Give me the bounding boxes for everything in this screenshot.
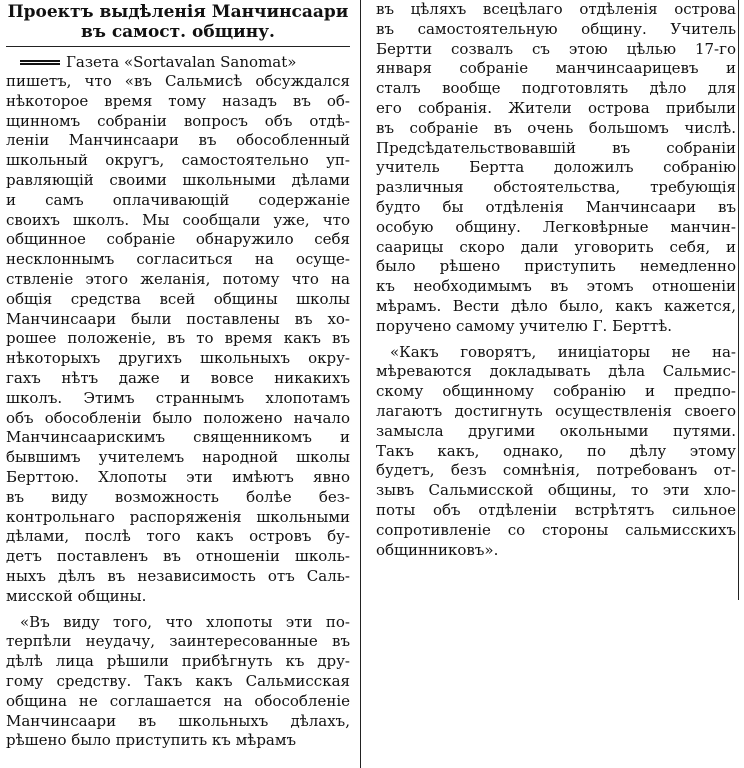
title-separator: [6, 46, 350, 47]
text-line: дѣлѣ лица рѣшили прибѣгнуть къ дру-: [6, 652, 350, 671]
text-line: саарицы скоро дали уговорить себя, и: [376, 237, 736, 256]
text-line: его собранія. Жители острова прибыли: [376, 98, 736, 117]
text-line: школьный округъ, самостоятельно уп-: [6, 151, 350, 170]
text-line: въ виду возможность болѣе без-: [6, 487, 350, 506]
text-line: общинное собраніе обнаружило себя: [6, 230, 350, 249]
column-divider: [360, 0, 361, 768]
text-line: рѣшено было приступить къ мѣрамъ: [6, 731, 297, 750]
text-line: будто бы отдѣленія Манчинсаари въ: [376, 197, 736, 216]
text-line: общія средства всей общины школы: [6, 289, 350, 308]
text-line: различныя обстоятельства, требующія: [376, 178, 736, 197]
text-line: детъ поставленъ въ отношеніи школь-: [6, 547, 350, 566]
text-line: равляющій своими школьными дѣлами: [6, 170, 350, 189]
text-line: зывъ Сальмисской общины, то эти хло-: [376, 481, 736, 500]
text-line: щинномъ собраніи вопросъ объ отдѣ-: [6, 111, 350, 130]
text-line: несклоннымъ согласиться на осуще-: [6, 250, 350, 269]
text-line: въ собраніе въ очень большомъ числѣ.: [376, 118, 736, 137]
text-line: «Въ виду того, что хлопоты эти по-: [20, 612, 350, 631]
title-line: въ самост. общину.: [81, 22, 275, 42]
double-dash-mark: [20, 60, 60, 65]
paragraph-3: [376, 0, 736, 337]
left-column: [2, 0, 360, 768]
text-line: сталъ вообще подготовлять дѣло для: [376, 79, 736, 98]
text-line: лагаютъ достигнуть осуществленія своего: [376, 401, 736, 420]
text-line: замысла другими окольными путями.: [376, 421, 736, 440]
text-line: особую общину. Легковѣрные манчин-: [376, 217, 736, 236]
text-line: было рѣшено приступить немедленно: [376, 257, 736, 276]
text-line: рошее положеніе, въ то время какъ въ: [6, 329, 350, 348]
text-line: нѣкоторыхъ другихъ школьныхъ окру-: [6, 349, 350, 368]
text-line: Берттою. Хлопоты эти имѣютъ явно: [6, 467, 350, 486]
text-line: въ цѣляхъ всецѣлаго отдѣленія острова: [376, 0, 736, 18]
text-line: мѣреваются докладывать дѣла Сальмис-: [376, 362, 736, 381]
text-line: Манчинсаари въ школьныхъ дѣлахъ,: [6, 711, 350, 730]
title-line: Проектъ выдѣленія Манчинсаари: [7, 2, 349, 22]
text-line: пишетъ, что «въ Сальмисѣ обсуждался: [6, 72, 350, 90]
text-line: контрольнаго распоряженія школьными: [6, 507, 350, 526]
text-line: «Какъ говорятъ, иниціаторы не на-: [390, 342, 736, 361]
text-line: объ обособленіи было положено начало: [6, 408, 350, 427]
text-line: въ самостоятельную общину. Учитель: [376, 19, 736, 38]
text-line: къ необходимымъ въ этомъ отношеніи: [376, 277, 736, 296]
text-line: Манчинсаарискимъ священникомъ и: [6, 428, 350, 447]
paragraph-2: [6, 613, 350, 752]
text-line: Бертти созвалъ съ этою цѣлью 17-го: [376, 39, 736, 58]
text-line: ствленіе этого желанія, потому что на: [6, 269, 350, 288]
article-title: [6, 2, 350, 42]
text-line: терпѣли неудачу, заинтересованные въ: [6, 632, 350, 651]
text-line: Манчинсаари были поставлены въ хо-: [6, 309, 350, 328]
text-line: школъ. Этимъ страннымъ хлопотамъ: [6, 388, 350, 407]
text-line: нѣкоторое время тому назадъ въ об-: [6, 91, 350, 110]
text-line: леніи Манчинсаари въ обособленный: [6, 131, 350, 150]
text-line: ныхъ дѣлъ въ независимость отъ Саль-: [6, 566, 350, 585]
source-line: [6, 52, 350, 72]
text-line: поручено самому учителю Г. Берттѣ.: [376, 316, 673, 335]
text-line: гому средству. Такъ какъ Сальмисская: [6, 671, 350, 690]
text-line: дѣлами, послѣ того какъ островъ бу-: [6, 527, 350, 546]
text-line: своихъ школъ. Мы сообщали уже, что: [6, 210, 350, 229]
text-line: мисской общины.: [6, 586, 147, 605]
text-line: гахъ нѣтъ даже и вовсе никакихъ: [6, 368, 350, 387]
text-line: община не соглашается на обособленіе: [6, 691, 350, 710]
text-line: января собраніе манчинсаарицевъ и: [376, 59, 736, 78]
text-line: скому общинному собранію и предпо-: [376, 382, 736, 401]
text-line: мѣрамъ. Вести дѣло было, какъ кажется,: [376, 296, 736, 315]
text-line: сопротивленіе со стороны сальмисскихъ: [376, 520, 736, 539]
text-line: общинниковъ».: [376, 540, 499, 559]
text-line: будетъ, безъ сомнѣнія, потребованъ от-: [376, 461, 736, 480]
text-line: Такъ какъ, однако, по дѣлу этому: [376, 441, 736, 460]
text-line: и самъ оплачивающій содержаніе: [6, 190, 350, 209]
right-column: [366, 0, 740, 600]
text-line: учитель Бертта доложилъ собранію: [376, 158, 736, 177]
text-line: бывшимъ учителемъ народной школы: [6, 448, 350, 467]
paragraph-4: [376, 343, 736, 561]
paragraph-1: [6, 72, 350, 607]
source-text: Газета «Sortavalan Sanomat»: [66, 53, 297, 71]
text-line: Предсѣдательствовавшій въ собраніи: [376, 138, 736, 157]
text-line: поты объ отдѣленіи встрѣтятъ сильное: [376, 500, 736, 519]
